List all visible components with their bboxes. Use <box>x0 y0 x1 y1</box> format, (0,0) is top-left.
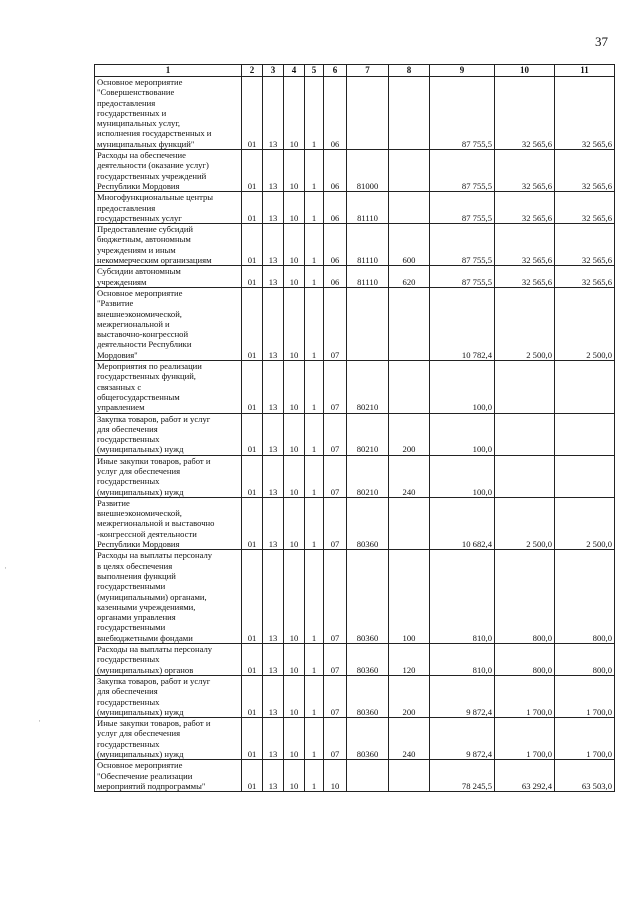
cell-c2: 01 <box>242 455 263 497</box>
cell-c2: 01 <box>242 224 263 266</box>
cell-c6: 07 <box>324 497 347 549</box>
cell-c10: 63 292,4 <box>495 760 555 792</box>
cell-c4: 10 <box>284 718 305 760</box>
cell-c11: 32 565,6 <box>555 150 615 192</box>
cell-c9: 87 755,5 <box>430 192 495 224</box>
cell-c8 <box>389 192 430 224</box>
cell-c5: 1 <box>305 497 324 549</box>
cell-c10: 800,0 <box>495 644 555 676</box>
cell-c3: 13 <box>263 77 284 150</box>
cell-c10: 800,0 <box>495 550 555 644</box>
cell-c8 <box>389 287 430 360</box>
row-name-cell: Закупка товаров, работ и услуг для обеспечения государственных (муниципальных) нужд <box>95 675 242 717</box>
table-row <box>95 550 615 644</box>
cell-c6: 07 <box>324 644 347 676</box>
page-number: 37 <box>595 34 608 49</box>
cell-c4: 10 <box>284 287 305 360</box>
cell-c5: 1 <box>305 550 324 644</box>
cell-c11: 32 565,6 <box>555 224 615 266</box>
cell-c2: 01 <box>242 718 263 760</box>
cell-c6: 07 <box>324 718 347 760</box>
cell-c3: 13 <box>263 760 284 792</box>
cell-c5: 1 <box>305 455 324 497</box>
row-name-cell: Расходы на выплаты персоналу в целях обеспечения выполнения функций государственными (муниципальными) органами, казенными учреждениями, органами управления государственными внебюджетными фондами <box>95 550 242 644</box>
cell-c9: 9 872,4 <box>430 675 495 717</box>
table-row <box>95 192 615 224</box>
cell-c3: 13 <box>263 361 284 413</box>
cell-c11: 32 565,6 <box>555 266 615 288</box>
cell-c5: 1 <box>305 224 324 266</box>
cell-c3: 13 <box>263 192 284 224</box>
cell-c8 <box>389 760 430 792</box>
cell-c8: 240 <box>389 455 430 497</box>
cell-c7: 80360 <box>347 718 389 760</box>
cell-c5: 1 <box>305 192 324 224</box>
cell-c2: 01 <box>242 644 263 676</box>
cell-c7 <box>347 287 389 360</box>
table-row <box>95 675 615 717</box>
cell-c9: 100,0 <box>430 413 495 455</box>
table-row <box>95 287 615 360</box>
cell-c4: 10 <box>284 413 305 455</box>
column-header: 4 <box>284 65 305 77</box>
cell-c4: 10 <box>284 150 305 192</box>
cell-c5: 1 <box>305 413 324 455</box>
cell-c7: 80210 <box>347 413 389 455</box>
cell-c7: 80210 <box>347 455 389 497</box>
cell-c3: 13 <box>263 718 284 760</box>
cell-c8 <box>389 497 430 549</box>
cell-c5: 1 <box>305 361 324 413</box>
row-name-cell: Основное мероприятие "Обеспечение реализации мероприятий подпрограммы" <box>95 760 242 792</box>
cell-c11: 2 500,0 <box>555 287 615 360</box>
table-row <box>95 718 615 760</box>
row-name-cell: Закупка товаров, работ и услуг для обеспечения государственных (муниципальных) нужд <box>95 413 242 455</box>
cell-c9: 810,0 <box>430 550 495 644</box>
cell-c6: 06 <box>324 224 347 266</box>
row-name-cell: Иные закупки товаров, работ и услуг для обеспечения государственных (муниципальных) нужд <box>95 718 242 760</box>
cell-c3: 13 <box>263 675 284 717</box>
cell-c7: 80360 <box>347 675 389 717</box>
cell-c2: 01 <box>242 413 263 455</box>
cell-c11: 800,0 <box>555 644 615 676</box>
cell-c9: 10 782,4 <box>430 287 495 360</box>
cell-c10: 32 565,6 <box>495 224 555 266</box>
cell-c11: 2 500,0 <box>555 497 615 549</box>
cell-c7: 81110 <box>347 266 389 288</box>
scan-dot: · <box>38 716 41 726</box>
cell-c8: 600 <box>389 224 430 266</box>
cell-c11: 1 700,0 <box>555 718 615 760</box>
column-header: 5 <box>305 65 324 77</box>
cell-c3: 13 <box>263 266 284 288</box>
cell-c10: 32 565,6 <box>495 266 555 288</box>
cell-c3: 13 <box>263 455 284 497</box>
cell-c6: 06 <box>324 77 347 150</box>
cell-c5: 1 <box>305 675 324 717</box>
cell-c2: 01 <box>242 497 263 549</box>
cell-c7: 81110 <box>347 192 389 224</box>
table-row <box>95 361 615 413</box>
cell-c5: 1 <box>305 718 324 760</box>
cell-c5: 1 <box>305 644 324 676</box>
cell-c5: 1 <box>305 150 324 192</box>
cell-c4: 10 <box>284 192 305 224</box>
cell-c7 <box>347 760 389 792</box>
cell-c5: 1 <box>305 760 324 792</box>
cell-c4: 10 <box>284 675 305 717</box>
column-header: 8 <box>389 65 430 77</box>
row-name-cell: Расходы на выплаты персоналу государственных (муниципальных) органов <box>95 644 242 676</box>
row-name-cell: Субсидии автономным учреждениям <box>95 266 242 288</box>
cell-c5: 1 <box>305 287 324 360</box>
cell-c10: 32 565,6 <box>495 77 555 150</box>
cell-c9: 87 755,5 <box>430 150 495 192</box>
cell-c7: 80360 <box>347 550 389 644</box>
cell-c8 <box>389 361 430 413</box>
cell-c10 <box>495 413 555 455</box>
column-header: 2 <box>242 65 263 77</box>
cell-c8: 100 <box>389 550 430 644</box>
table-row <box>95 150 615 192</box>
cell-c9: 810,0 <box>430 644 495 676</box>
row-name-cell: Мероприятия по реализации государственных функций, связанных с общегосударственным управлением <box>95 361 242 413</box>
cell-c10 <box>495 361 555 413</box>
row-name-cell: Предоставление субсидий бюджетным, автономным учреждениям и иным некоммерческим организациям <box>95 224 242 266</box>
cell-c8: 240 <box>389 718 430 760</box>
cell-c2: 01 <box>242 550 263 644</box>
table-row <box>95 497 615 549</box>
cell-c11: 800,0 <box>555 550 615 644</box>
cell-c8 <box>389 150 430 192</box>
table-row <box>95 455 615 497</box>
cell-c4: 10 <box>284 760 305 792</box>
column-header: 9 <box>430 65 495 77</box>
cell-c9: 100,0 <box>430 455 495 497</box>
cell-c6: 06 <box>324 150 347 192</box>
table-row <box>95 760 615 792</box>
cell-c7 <box>347 77 389 150</box>
cell-c3: 13 <box>263 287 284 360</box>
table-body <box>95 77 615 792</box>
cell-c2: 01 <box>242 150 263 192</box>
cell-c6: 07 <box>324 413 347 455</box>
row-name-cell: Иные закупки товаров, работ и услуг для обеспечения государственных (муниципальных) нужд <box>95 455 242 497</box>
column-header: 6 <box>324 65 347 77</box>
row-name-cell: Основное мероприятие "Совершенствование предоставления государственных и муниципальных услуг, исполнения государственных и муниципальных функций" <box>95 77 242 150</box>
cell-c11 <box>555 413 615 455</box>
cell-c8: 200 <box>389 413 430 455</box>
cell-c8 <box>389 77 430 150</box>
cell-c4: 10 <box>284 266 305 288</box>
cell-c11 <box>555 455 615 497</box>
cell-c11 <box>555 361 615 413</box>
table-row <box>95 224 615 266</box>
cell-c7: 80210 <box>347 361 389 413</box>
cell-c6: 06 <box>324 192 347 224</box>
cell-c11: 1 700,0 <box>555 675 615 717</box>
cell-c10: 1 700,0 <box>495 718 555 760</box>
budget-table <box>94 64 615 792</box>
cell-c8: 620 <box>389 266 430 288</box>
cell-c2: 01 <box>242 287 263 360</box>
cell-c6: 07 <box>324 287 347 360</box>
cell-c10: 32 565,6 <box>495 150 555 192</box>
row-name-cell: Развитие внешнеэкономической, межрегиональной и выставочно -конгрессной деятельности Республики Мордовия <box>95 497 242 549</box>
cell-c11: 32 565,6 <box>555 77 615 150</box>
column-header: 10 <box>495 65 555 77</box>
cell-c9: 9 872,4 <box>430 718 495 760</box>
cell-c5: 1 <box>305 266 324 288</box>
cell-c10 <box>495 455 555 497</box>
cell-c11: 32 565,6 <box>555 192 615 224</box>
cell-c10: 1 700,0 <box>495 675 555 717</box>
cell-c4: 10 <box>284 77 305 150</box>
row-name-cell: Основное мероприятие "Развитие внешнеэкономической, межрегиональной и выставочно-конгрессной деятельности Республики Мордовия" <box>95 287 242 360</box>
cell-c2: 01 <box>242 760 263 792</box>
cell-c3: 13 <box>263 150 284 192</box>
cell-c7: 80360 <box>347 497 389 549</box>
column-header: 3 <box>263 65 284 77</box>
cell-c10: 2 500,0 <box>495 497 555 549</box>
cell-c3: 13 <box>263 550 284 644</box>
cell-c7: 81000 <box>347 150 389 192</box>
row-name-cell: Расходы на обеспечение деятельности (оказание услуг) государственных учреждений Республики Мордовия <box>95 150 242 192</box>
table-row <box>95 413 615 455</box>
table-row <box>95 644 615 676</box>
column-header: 1 <box>95 65 242 77</box>
cell-c7: 80360 <box>347 644 389 676</box>
cell-c4: 10 <box>284 455 305 497</box>
cell-c2: 01 <box>242 192 263 224</box>
cell-c7: 81110 <box>347 224 389 266</box>
cell-c11: 63 503,0 <box>555 760 615 792</box>
cell-c6: 07 <box>324 550 347 644</box>
cell-c3: 13 <box>263 413 284 455</box>
cell-c3: 13 <box>263 497 284 549</box>
cell-c10: 2 500,0 <box>495 287 555 360</box>
cell-c6: 07 <box>324 455 347 497</box>
cell-c2: 01 <box>242 266 263 288</box>
cell-c6: 07 <box>324 361 347 413</box>
cell-c4: 10 <box>284 497 305 549</box>
table-row <box>95 77 615 150</box>
cell-c2: 01 <box>242 361 263 413</box>
cell-c3: 13 <box>263 224 284 266</box>
cell-c4: 10 <box>284 550 305 644</box>
cell-c2: 01 <box>242 77 263 150</box>
scan-dot: · <box>4 563 7 573</box>
cell-c8: 200 <box>389 675 430 717</box>
cell-c2: 01 <box>242 675 263 717</box>
cell-c4: 10 <box>284 361 305 413</box>
cell-c6: 07 <box>324 675 347 717</box>
cell-c6: 06 <box>324 266 347 288</box>
cell-c4: 10 <box>284 224 305 266</box>
column-header: 11 <box>555 65 615 77</box>
cell-c3: 13 <box>263 644 284 676</box>
table-row <box>95 266 615 288</box>
cell-c4: 10 <box>284 644 305 676</box>
cell-c9: 87 755,5 <box>430 77 495 150</box>
cell-c5: 1 <box>305 77 324 150</box>
header-row <box>95 65 615 77</box>
cell-c10: 32 565,6 <box>495 192 555 224</box>
cell-c9: 87 755,5 <box>430 266 495 288</box>
cell-c9: 10 682,4 <box>430 497 495 549</box>
row-name-cell: Многофункциональные центры предоставления государственных услуг <box>95 192 242 224</box>
cell-c9: 100,0 <box>430 361 495 413</box>
cell-c8: 120 <box>389 644 430 676</box>
cell-c6: 10 <box>324 760 347 792</box>
cell-c9: 78 245,5 <box>430 760 495 792</box>
column-header: 7 <box>347 65 389 77</box>
cell-c9: 87 755,5 <box>430 224 495 266</box>
